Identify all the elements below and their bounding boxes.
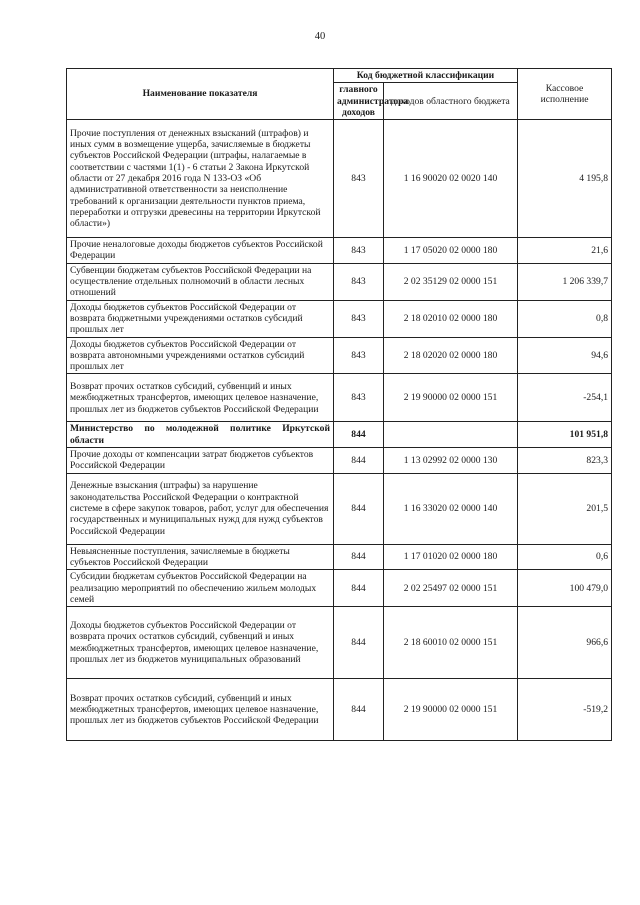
cell-code: 2 19 90000 02 0000 151 <box>384 679 518 741</box>
table-header <box>67 69 612 120</box>
cell-code: 1 17 01020 02 0000 180 <box>384 544 518 570</box>
cell-amount: 1 206 339,7 <box>518 263 612 300</box>
cell-name: Возврат прочих остатков субсидий, субвенций и иных межбюджетных трансфертов, имеющих целевое назначение, прошлых лет из бюджетов субъектов Российской Федерации <box>67 679 334 741</box>
cell-code: 1 17 05020 02 0000 180 <box>384 238 518 264</box>
cell-admin: 844 <box>334 422 384 448</box>
header-amount: Кассовое исполнение <box>518 69 612 120</box>
cell-name: Министерство по молодежной политике Иркутской области <box>67 422 334 448</box>
table-row <box>67 337 612 374</box>
cell-name: Прочие доходы от компенсации затрат бюджетов субъектов Российской Федерации <box>67 448 334 474</box>
cell-admin: 843 <box>334 300 384 337</box>
cell-code: 2 19 90000 02 0000 151 <box>384 374 518 422</box>
table-row <box>67 607 612 679</box>
cell-code: 2 18 02020 02 0000 180 <box>384 337 518 374</box>
cell-admin: 844 <box>334 570 384 607</box>
cell-name: Доходы бюджетов субъектов Российской Федерации от возврата бюджетными учреждениями остатков субсидий прошлых лет <box>67 300 334 337</box>
cell-name: Денежные взыскания (штрафы) за нарушение законодательства Российской Федерации о контрактной системе в сфере закупок товаров, работ, услуг для обеспечения государственных и муниципальных нужд для нужд субъектов Российской Федерации <box>67 473 334 544</box>
cell-name: Прочие поступления от денежных взысканий (штрафов) и иных сумм в возмещение ущерба, зачисляемые в бюджеты субъектов Российской Федерации (штрафы, налагаемые в соответствии с частями 1(1) - 6 статьи 2 Закона Иркутской области от 27 декабря 2016 года N 133-ОЗ «Об административной ответственности за неисполнение требований к организации деятельности пунктов приема, переработки и отгрузки древесины на территории Иркутской области») <box>67 120 334 238</box>
cell-amount: 4 195,8 <box>518 120 612 238</box>
cell-amount: 21,6 <box>518 238 612 264</box>
cell-admin: 843 <box>334 238 384 264</box>
cell-amount: -254,1 <box>518 374 612 422</box>
cell-code: 1 13 02992 02 0000 130 <box>384 448 518 474</box>
cell-amount: 823,3 <box>518 448 612 474</box>
cell-name: Невыясненные поступления, зачисляемые в бюджеты субъектов Российской Федерации <box>67 544 334 570</box>
table-row <box>67 263 612 300</box>
cell-code <box>384 422 518 448</box>
ministry-row <box>67 422 612 448</box>
header-admin: главного администратора доходов <box>334 83 384 120</box>
cell-code: 1 16 33020 02 0000 140 <box>384 473 518 544</box>
table-row <box>67 374 612 422</box>
cell-admin: 844 <box>334 544 384 570</box>
cell-admin: 843 <box>334 120 384 238</box>
table-row <box>67 679 612 741</box>
table-row <box>67 120 612 238</box>
cell-code: 1 16 90020 02 0020 140 <box>384 120 518 238</box>
cell-name: Доходы бюджетов субъектов Российской Федерации от возврата прочих остатков субсидий, субвенций и иных межбюджетных трансфертов, имеющих целевое назначение, прошлых лет из бюджетов муниципальных образований <box>67 607 334 679</box>
cell-admin: 843 <box>334 374 384 422</box>
cell-admin: 844 <box>334 473 384 544</box>
cell-amount: 100 479,0 <box>518 570 612 607</box>
cell-amount: 201,5 <box>518 473 612 544</box>
cell-name: Возврат прочих остатков субсидий, субвенций и иных межбюджетных трансфертов, имеющих целевое назначение, прошлых лет из бюджетов субъектов Российской Федерации <box>67 374 334 422</box>
cell-amount: 101 951,8 <box>518 422 612 448</box>
cell-amount: 0,8 <box>518 300 612 337</box>
header-code: доходов областного бюджета <box>384 83 518 120</box>
budget-revenue-table <box>66 68 612 741</box>
header-name: Наименование показателя <box>67 69 334 120</box>
table-row <box>67 544 612 570</box>
cell-admin: 843 <box>334 263 384 300</box>
table-row <box>67 473 612 544</box>
cell-name: Субвенции бюджетам субъектов Российской Федерации на осуществление отдельных полномочий в области лесных отношений <box>67 263 334 300</box>
cell-code: 2 18 02010 02 0000 180 <box>384 300 518 337</box>
cell-amount: 94,6 <box>518 337 612 374</box>
cell-admin: 844 <box>334 679 384 741</box>
cell-admin: 844 <box>334 607 384 679</box>
cell-name: Субсидии бюджетам субъектов Российской Федерации на реализацию мероприятий по обеспечению жильем молодых семей <box>67 570 334 607</box>
cell-amount: 966,6 <box>518 607 612 679</box>
cell-code: 2 18 60010 02 0000 151 <box>384 607 518 679</box>
cell-amount: -519,2 <box>518 679 612 741</box>
cell-name: Прочие неналоговые доходы бюджетов субъектов Российской Федерации <box>67 238 334 264</box>
table-row <box>67 448 612 474</box>
cell-admin: 844 <box>334 448 384 474</box>
table-row <box>67 238 612 264</box>
table-body <box>67 120 612 741</box>
cell-code: 2 02 25497 02 0000 151 <box>384 570 518 607</box>
cell-name: Доходы бюджетов субъектов Российской Федерации от возврата автономными учреждениями остатков субсидий прошлых лет <box>67 337 334 374</box>
cell-amount: 0,6 <box>518 544 612 570</box>
table-row <box>67 570 612 607</box>
cell-admin: 843 <box>334 337 384 374</box>
page-number: 40 <box>314 31 326 42</box>
table-row <box>67 300 612 337</box>
header-classification-group: Код бюджетной классификации <box>334 69 518 83</box>
cell-code: 2 02 35129 02 0000 151 <box>384 263 518 300</box>
